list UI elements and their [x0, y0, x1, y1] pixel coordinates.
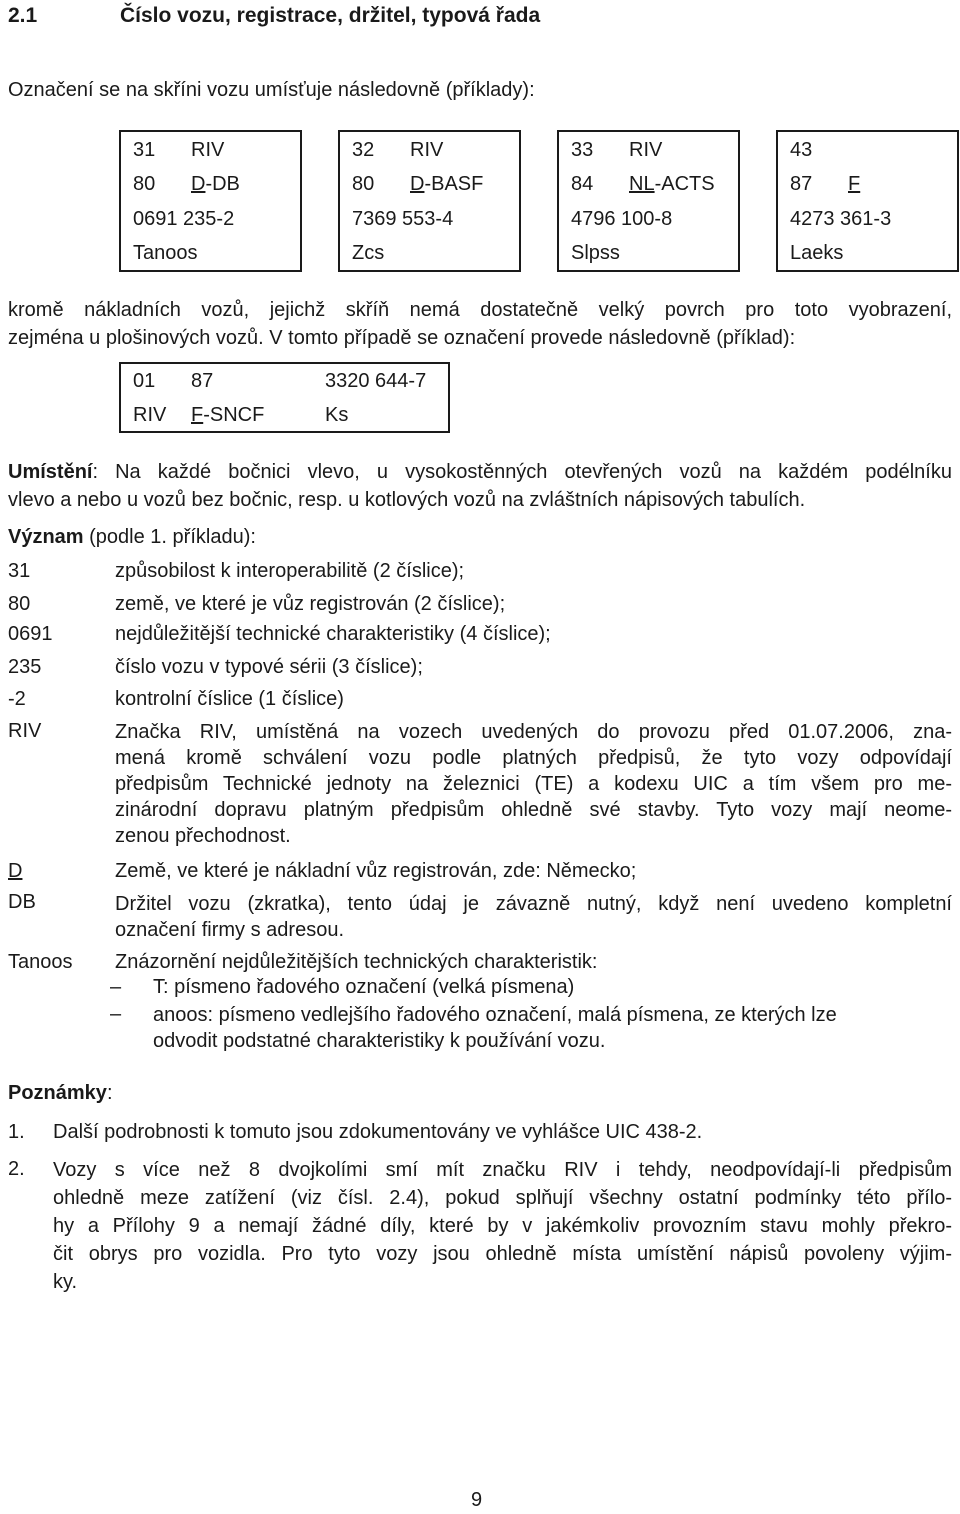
d-value: Země, ve které je nákladní vůz registrován, zde: Německo;: [115, 860, 637, 882]
notes-colon: :: [106, 1082, 113, 1104]
marking-box-1: [119, 130, 302, 272]
definition-value: číslo vozu v typové sérii (3 číslice);: [115, 656, 423, 678]
box-3-r2b: [629, 173, 715, 196]
box-2-r1b: RIV: [410, 139, 444, 161]
box-2-r3: 7369 553-4: [352, 208, 454, 230]
box-1-r1b: RIV: [191, 139, 225, 161]
riv-line: předpisům Technické jednoty na železnici (TE) a kodexu UIC a tím všem pro me-: [115, 773, 952, 795]
riv-key: RIV: [8, 720, 42, 742]
tanoos-item-1: T: písmeno řadového označení (velká písmena): [153, 976, 575, 998]
box-3-r2b-rest: -ACTS: [654, 173, 715, 195]
meaning-rest: (podle 1. příkladu):: [83, 526, 256, 548]
placement-label: Umístění: [8, 461, 93, 483]
dash-bullet: –: [110, 976, 122, 998]
dash-bullet: –: [110, 1003, 122, 1025]
meaning-label: Význam: [8, 526, 84, 548]
db-definition: [115, 891, 952, 943]
tanoos-item-2: [153, 1002, 837, 1054]
definition-key: 0691: [8, 623, 53, 645]
box-1-r2b: [191, 173, 240, 196]
box-4-r2b-underlined: F: [848, 173, 861, 195]
note-2-line: hy a Přílohy 9 a nemají žádné díly, které by v jakémkoliv provozním stavu mohly překro-: [53, 1215, 952, 1237]
box-4-r2a: 87: [790, 173, 813, 195]
flat-r1a: 01: [133, 370, 156, 392]
flat-r1b: 87: [191, 370, 214, 392]
definition-value: země, ve které je vůz registrován (2 číslice);: [115, 593, 506, 615]
tanoos-item-2-line-1: anoos: písmeno vedlejšího řadového označení, malá písmena, ze kterých lze: [153, 1004, 837, 1026]
placement-line-2: vlevo a nebo u vozů bez bočnic, resp. u kotlových vozů na zvláštních nápisových tabulích.: [8, 489, 806, 511]
note-2-line: ohledně meze zatížení (viz čísl. 2.4), pokud splňují všechny ostatní podmínky této přílo-: [53, 1187, 952, 1209]
section-heading: [8, 4, 540, 28]
placement-paragraph: [8, 458, 952, 514]
exception-line-2: zejména u plošinových vozů. V tomto případě se označení provede následovně (příklad):: [8, 327, 796, 349]
definition-key: 31: [8, 560, 31, 582]
tanoos-head: Znázornění nejdůležitějších technických charakteristik:: [115, 951, 598, 973]
flat-r2a: RIV: [133, 404, 167, 426]
box-3-r3: 4796 100-8: [571, 208, 673, 230]
db-line-1: Držitel vozu (zkratka), tento údaj je závazně nutný, když není uvedeno kompletní: [115, 893, 952, 915]
box-1-r1a: 31: [133, 139, 156, 161]
box-4-r2b: [848, 173, 860, 196]
note-2-number: 2.: [8, 1158, 25, 1180]
placement-line-1: [8, 458, 952, 486]
placement-line-1-text: : Na každé bočnici vlevo, u vysokostěnných otevřených vozů na každém podélníku: [92, 461, 952, 483]
db-line-2: označení firmy s adresou.: [115, 919, 344, 941]
note-2-line: ky.: [53, 1271, 78, 1293]
box-1-r3: 0691 235-2: [133, 208, 235, 230]
flat-r2c: Ks: [325, 404, 349, 426]
box-2-r1a: 32: [352, 139, 375, 161]
section-number: 2.1: [8, 4, 38, 27]
riv-line: Značka RIV, umístěná na vozech uvedených do provozu před 01.07.2006, zna-: [115, 721, 952, 743]
box-2-r4: Zcs: [352, 242, 385, 264]
riv-line: mená kromě schválení vozu podle platných předpisů, že tyto vozy odpovídají: [115, 747, 952, 769]
page-number: 9: [471, 1489, 483, 1511]
definition-value: kontrolní číslice (1 číslice): [115, 688, 344, 710]
d-key: D: [8, 860, 23, 882]
definition-key: 80: [8, 593, 31, 615]
box-4-r4: Laeks: [790, 242, 844, 264]
marking-box-3: [557, 130, 740, 272]
note-2-line: čit obrys pro vozidla. Pro tyto vozy jsou ohledně místa umístění nápisů povoleny výjim-: [53, 1243, 952, 1265]
intro-text: Označení se na skříni vozu umísťuje následovně (příklady):: [8, 79, 535, 101]
definition-key: 235: [8, 656, 42, 678]
box-3-r2a: 84: [571, 173, 594, 195]
box-3-r4: Slpss: [571, 242, 620, 264]
marking-box-4: [776, 130, 959, 272]
note-2-line: Vozy s více než 8 dvojkolími smí mít značku RIV i tehdy, neodpovídají-li předpisům: [53, 1159, 952, 1181]
box-4-r3: 4273 361-3: [790, 208, 892, 230]
definition-key: -2: [8, 688, 26, 710]
notes-title: [8, 1082, 113, 1105]
box-1-r2a: 80: [133, 173, 156, 195]
tanoos-key: Tanoos: [8, 951, 73, 973]
flat-r2b-rest: -SNCF: [203, 404, 265, 426]
flat-r1c: 3320 644-7: [325, 370, 427, 392]
box-1-r2b-underlined: D: [191, 173, 206, 195]
box-1-r2b-rest: -DB: [205, 173, 240, 195]
box-2-r2b-underlined: D: [410, 173, 425, 195]
box-3-r1b: RIV: [629, 139, 663, 161]
note-1-text: Další podrobnosti k tomuto jsou zdokumentovány ve vyhlášce UIC 438-2.: [53, 1121, 703, 1143]
flat-r2b-underlined: F: [191, 404, 204, 426]
note-2-text: [53, 1156, 952, 1296]
marking-box-2: [338, 130, 521, 272]
definition-value: způsobilost k interoperabilitě (2 číslice);: [115, 560, 465, 582]
notes-label: Poznámky: [8, 1082, 107, 1104]
section-title: Číslo vozu, registrace, držitel, typová řada: [120, 4, 541, 27]
box-3-r2b-underlined: NL: [629, 173, 655, 195]
exception-line-1: kromě nákladních vozů, jejichž skříň nemá dostatečně velký povrch pro toto vyobrazení,: [8, 299, 952, 321]
exception-paragraph: [8, 296, 952, 352]
box-2-r2b-rest: -BASF: [424, 173, 484, 195]
riv-definition: [115, 719, 952, 849]
flat-wagon-box: [119, 362, 450, 433]
box-2-r2b: [410, 173, 483, 196]
flat-r2b: [191, 404, 264, 427]
box-4-r1a: 43: [790, 139, 813, 161]
db-key: DB: [8, 891, 36, 913]
box-2-r2a: 80: [352, 173, 375, 195]
riv-line: zinárodní dopravu platným předpisům ohledně své stavby. Tyto vozy mají neome-: [115, 799, 952, 821]
box-1-r4: Tanoos: [133, 242, 198, 264]
meaning-heading: [8, 526, 256, 549]
definition-value: nejdůležitější technické charakteristiky (4 číslice);: [115, 623, 551, 645]
tanoos-item-2-line-2: odvodit podstatné charakteristiky k používání vozu.: [153, 1030, 606, 1052]
note-1-number: 1.: [8, 1121, 25, 1143]
riv-line: zenou přechodnost.: [115, 825, 291, 847]
box-3-r1a: 33: [571, 139, 594, 161]
